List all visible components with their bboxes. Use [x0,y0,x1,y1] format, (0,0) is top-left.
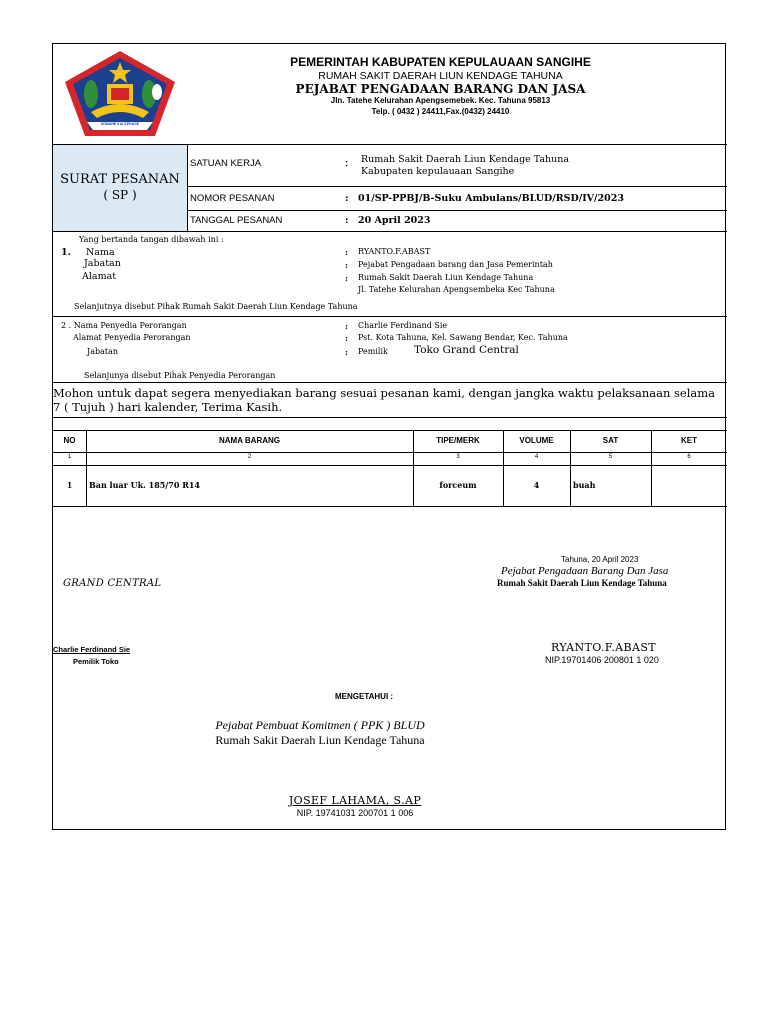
acknowledge-title: Pejabat Pembuat Komitmen ( PPK ) BLUD [215,718,425,732]
official-title: Pejabat Pengadaan Barang Dan Jasa [501,565,669,577]
provider-address: Pst. Kota Tahuna, Kel. Sawang Bendar, Kec. Tahuna [358,333,568,342]
signer-address-1: Rumah Sakit Daerah Liun Kendage Tahuna [358,273,534,282]
official-signature-name: RYANTO.F.ABAST [551,641,656,654]
request-line-1: Mohon untuk dapat segera menyediakan barang sesuai pesanan kami, dengan jangka waktu pelaksanaan selama [53,386,716,400]
acknowledge-nip: NIP. 19741031 200701 1 006 [296,808,414,818]
col-number: 5 [608,454,613,460]
order-title-abbrev: ( SP ) [103,188,137,202]
header-government: PEMERINTAH KABUPATEN KEPULAUAAN SANGIHE [290,55,591,69]
provider-signature-name: Charlie Ferdinand Sie [53,645,131,654]
signer-intro: Yang bertanda tangan dibawah ini : [79,235,224,244]
store-stamp: GRAND CENTRAL [63,578,162,589]
request-line-2: 7 ( Tujuh ) hari kalender, Terima Kasih. [53,400,283,414]
provider-position-value: Toko Grand Central [414,344,519,356]
value-work-unit-2: Kabupaten kepulauaan Sangihe [361,166,515,177]
col-header-note: KET [681,436,697,445]
col-number: 4 [534,454,539,460]
label-order-number: NOMOR PESANAN [190,193,275,204]
header-address: Jln. Tatehe Kelurahan Apengsemebek. Kec. Tahuna 95813 [330,96,551,105]
value-order-date: 20 April 2023 [358,215,431,226]
header-phone: Telp. ( 0432 ) 24411,Fax.(0432) 24410 [371,107,510,116]
provider-position-prefix: Pemilik [358,347,388,356]
logo-motto: SOMAHE KAI KEHAGE [100,122,140,126]
acknowledge-label: MENGETAHUI : [335,692,394,701]
col-number: 1 [67,454,72,460]
provider-closing: Selanjunya disebut Pihak Penyedia Perorangan [84,371,276,380]
acknowledge-name: JOSEF LAHAMA, S.AP [288,794,422,807]
acknowledge-hospital: Rumah Sakit Daerah Liun Kendage Tahuna [215,733,425,747]
label-order-date: TANGGAL PESANAN [190,215,283,226]
value-order-number: 01/SP-PPBJ/B-Suku Ambulans/BLUD/RSD/IV/2023 [358,193,624,204]
cell-type: forceum [439,480,477,490]
provider-name-label: 2 . Nama Penyedia Perorangan [61,321,187,330]
signature-date: Tahuna, 20 April 2023 [561,555,639,564]
signer-address-label: Alamat [82,271,117,282]
signer-name-label: Nama [86,247,115,258]
cell-volume: 4 [533,480,540,490]
col-number: 3 [456,454,460,460]
provider-signature-role: Pemilik Toko [73,657,119,666]
cell-item-name: Ban luar Uk. 185/70 R14 [89,480,200,490]
signer-position-label: Jabatan [84,258,121,269]
col-header-type: TIPE/MERK [436,436,480,445]
col-header-unit: SAT [602,436,619,445]
label-work-unit: SATUAN KERJA [190,158,262,169]
signer-address-2: Jl. Tatehe Kelurahan Apengsembeka Kec Tahuna [358,285,555,294]
signer-position: Pejabat Pengadaan barang dan Jasa Pemerintah [358,260,553,269]
col-header-no: NO [63,436,76,445]
col-header-volume: VOLUME [519,436,554,445]
col-number: 2 [247,454,252,460]
col-header-item-name: NAMA BARANG [218,436,281,445]
header-office: PEJABAT PENGADAAN BARANG DAN JASA [295,82,586,96]
official-signature-nip: NIP.19701406 200801 1 020 [545,655,659,665]
provider-name: Charlie Ferdinand Sie [358,321,448,330]
provider-position-label: Jabatan [87,347,119,356]
signer-name: RYANTO.F.ABAST [358,247,431,256]
order-title: SURAT PESANAN [60,172,180,187]
official-hospital: Rumah Sakit Daerah Liun Kendage Tahuna [497,578,667,588]
value-work-unit-1: Rumah Sakit Daerah Liun Kendage Tahuna [361,154,570,165]
provider-address-label: Alamat Penyedia Perorangan [73,333,191,342]
signer-closing: Selanjutnya disebut Pihak Rumah Sakit Daerah Liun Kendage Tahuna [74,302,358,311]
header-hospital: RUMAH SAKIT DAERAH LIUN KENDAGE TAHUNA [318,70,563,82]
col-number: 6 [687,454,691,460]
cell-unit: buah [573,480,596,490]
cell-no: 1 [66,480,73,490]
document-page: SOMAHE KAI KEHAGE PEMERINTAH KABUPATEN KEPULAUAAN SANGIHE RUMAH SAKIT DAERAH LIUN KENDAGE TAHUNA PEJABAT PENGADAAN BARANG DAN JASA Jln. Tatehe Kelurahan Apengsemebek. Kec. Tahuna 95813 Telp. ( 0432 ) 24411,Fax.(0432) 24410 SURAT PESANAN ( SP ) SATUAN KERJA : Rumah Sakit Daerah Liun Kendage Tahuna Kabupaten kepulauaan Sangihe NOMOR PESANAN : 01/SP-PPBJ/B-Suku Ambulans/BLUD/RSD/IV/2023 TANGGAL PESANAN : 20 April 2023 Yang bertanda tangan dibawah ini : 1. Nama Jabatan Alamat : : : RYANTO.F.ABAST Pejabat Pengadaan barang dan Jasa Pemerintah Rumah Sakit Daerah Liun Kendage Tahuna Jl. Tatehe Kelurahan Apengsembeka Kec Tahuna Selanjutnya disebut Pihak Rumah Sakit Daerah Liun Kendage Tahuna 2 . Nama Penyedia Perorangan Alamat Penyedia Perorangan Jabatan : : : Charlie Ferdinand Sie Pst. Kota Tahuna, Kel. Sawang Bendar, Kec. Tahuna Pemilik Toko Grand Central Selanjunya disebut Pihak Penyedia Perorangan Mohon untuk dapat segera menyediakan barang sesuai pesanan kami, dengan jangka waktu pelaksanaan selama 7 ( Tujuh ) hari kalender, Terima Kasih. NO NAMA BARANG TIPE/MERK VOLUME SAT KET 1 2 3 4 5 6 1 Ban luar Uk. 185/70 R14 forceum 4 buah Tahuna, 20 April 2023 Pejabat Pengadaan Barang Dan Jasa Rumah Sakit Daerah Liun Kendage Tahuna GRAND CENTRAL Charlie Ferdinand Sie Pemilik Toko RYANTO.F.ABAST NIP.19701406 200801 1 020 MENGETAHUI : Pejabat Pembuat Komitmen ( PPK ) BLUD Rumah Sakit Daerah Liun Kendage Tahuna JOSEF LAHAMA, S.AP NIP. 19741031 200701 1 006 [52,43,726,830]
